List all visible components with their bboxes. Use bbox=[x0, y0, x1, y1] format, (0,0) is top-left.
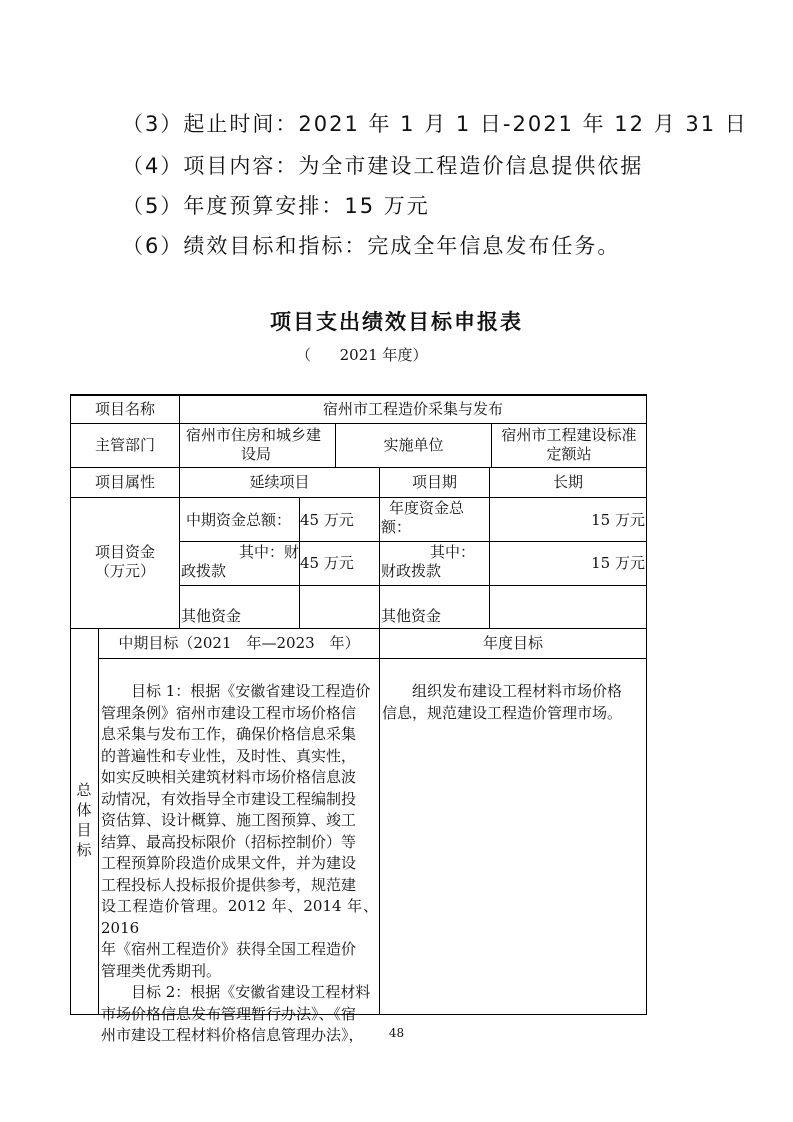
mid-goal-line: 息采集与发布工作，确保价格信息采集 bbox=[101, 725, 357, 743]
period-label: 项目期 bbox=[411, 473, 457, 491]
year-goal-line: 组织发布建设工程材料市场价格 bbox=[382, 682, 623, 700]
mid-goal-line: 管理类优秀期刊。 bbox=[101, 961, 222, 980]
mid-goal-line: 管理条例》宿州市建设工程市场价格信 bbox=[101, 703, 357, 722]
mid-goal-line: 市场价格信息发布管理暂行办法》、《宿 bbox=[101, 1004, 357, 1023]
mid-goal-line: 结算、最高投标限价（招标控制价）等 bbox=[101, 832, 357, 851]
mid-goal-line: 州市建设工程材料价格信息管理办法》， bbox=[101, 1026, 364, 1044]
mid-goal-line: 目标 1：根据《安徽省建设工程造价 bbox=[101, 682, 371, 700]
impl-label: 实施单位 bbox=[383, 436, 444, 454]
mid-goal-line: 的普遍性和专业性，及时性、真实性， bbox=[101, 746, 357, 765]
paragraph-content: （4）项目内容：为全市建设工程造价信息提供依据 bbox=[122, 154, 644, 178]
year-goal-header: 年度目标 bbox=[482, 634, 543, 652]
paragraph-budget: （5）年度预算安排：15 万元 bbox=[122, 194, 430, 218]
mid-fiscal-value: 45 万元 bbox=[300, 554, 354, 572]
mid-other-label: 其他资金 bbox=[181, 607, 242, 625]
mid-goal-line: 工程预算阶段造价成果文件，并为建设 bbox=[101, 854, 357, 872]
mid-fiscal-label: 其中：财 政拨款 bbox=[181, 543, 299, 580]
dept-value: 宿州市住房和城乡建 设局 bbox=[186, 426, 322, 463]
mid-goal-line: 工程投标人投标报价提供参考，规范建 bbox=[101, 875, 357, 894]
page-number: 48 bbox=[388, 1026, 405, 1040]
overall-goal-label: 总体目标 bbox=[76, 781, 92, 859]
year-goal-line: 信息，规范建设工程造价管理市场。 bbox=[382, 703, 623, 722]
paragraph-goals: （6）绩效目标和指标：完成全年信息发布任务。 bbox=[122, 234, 621, 258]
attr-value: 延续项目 bbox=[249, 473, 310, 491]
impl-value: 宿州市工程建设标准 定额站 bbox=[501, 426, 637, 463]
year-total-label: 年度资金总 额： bbox=[381, 499, 465, 536]
mid-goal-line: 目标 2：根据《安徽省建设工程材料 bbox=[101, 983, 371, 1001]
year-fiscal-label: 其中： 财政拨款 bbox=[381, 543, 475, 580]
project-name-value: 宿州市工程造价采集与发布 bbox=[322, 400, 503, 418]
mid-goal-text bbox=[101, 681, 378, 1047]
paragraph-time: （3）起止时间：2021 年 1 月 1 日-2021 年 12 月 31 日 bbox=[122, 112, 748, 136]
mid-goal-line: 设工程造价管理。2012 年、2014 年、2016 bbox=[101, 897, 378, 937]
year-total-value: 15 万元 bbox=[591, 511, 645, 529]
attr-label: 项目属性 bbox=[94, 473, 155, 491]
mid-total-label: 中期资金总额： bbox=[186, 511, 292, 529]
mid-goal-line: 资估算、设计概算、施工图预算、竣工 bbox=[101, 811, 357, 829]
mid-goal-line: 年《宿州工程造价》获得全国工程造价 bbox=[101, 940, 357, 958]
funds-label: 项目资金 （万元） bbox=[94, 543, 155, 580]
year-fiscal-value: 15 万元 bbox=[591, 554, 645, 572]
mid-total-value: 45 万元 bbox=[300, 511, 354, 529]
year-other-label: 其他资金 bbox=[381, 607, 442, 625]
table-title: 项目支出绩效目标申报表 bbox=[270, 310, 523, 334]
period-value: 长期 bbox=[552, 473, 583, 491]
project-name-label: 项目名称 bbox=[94, 400, 155, 418]
mid-goal-line: 如实反映相关建筑材料市场价格信息波 bbox=[101, 768, 357, 786]
table-subtitle: （ 2021 年度） bbox=[296, 346, 428, 364]
year-goal-text bbox=[382, 681, 645, 724]
mid-goal-header: 中期目标（2021 年—2023 年） bbox=[118, 634, 360, 652]
mid-goal-line: 动情况，有效指导全市建设工程编制投 bbox=[101, 789, 357, 808]
dept-label: 主管部门 bbox=[94, 436, 155, 454]
